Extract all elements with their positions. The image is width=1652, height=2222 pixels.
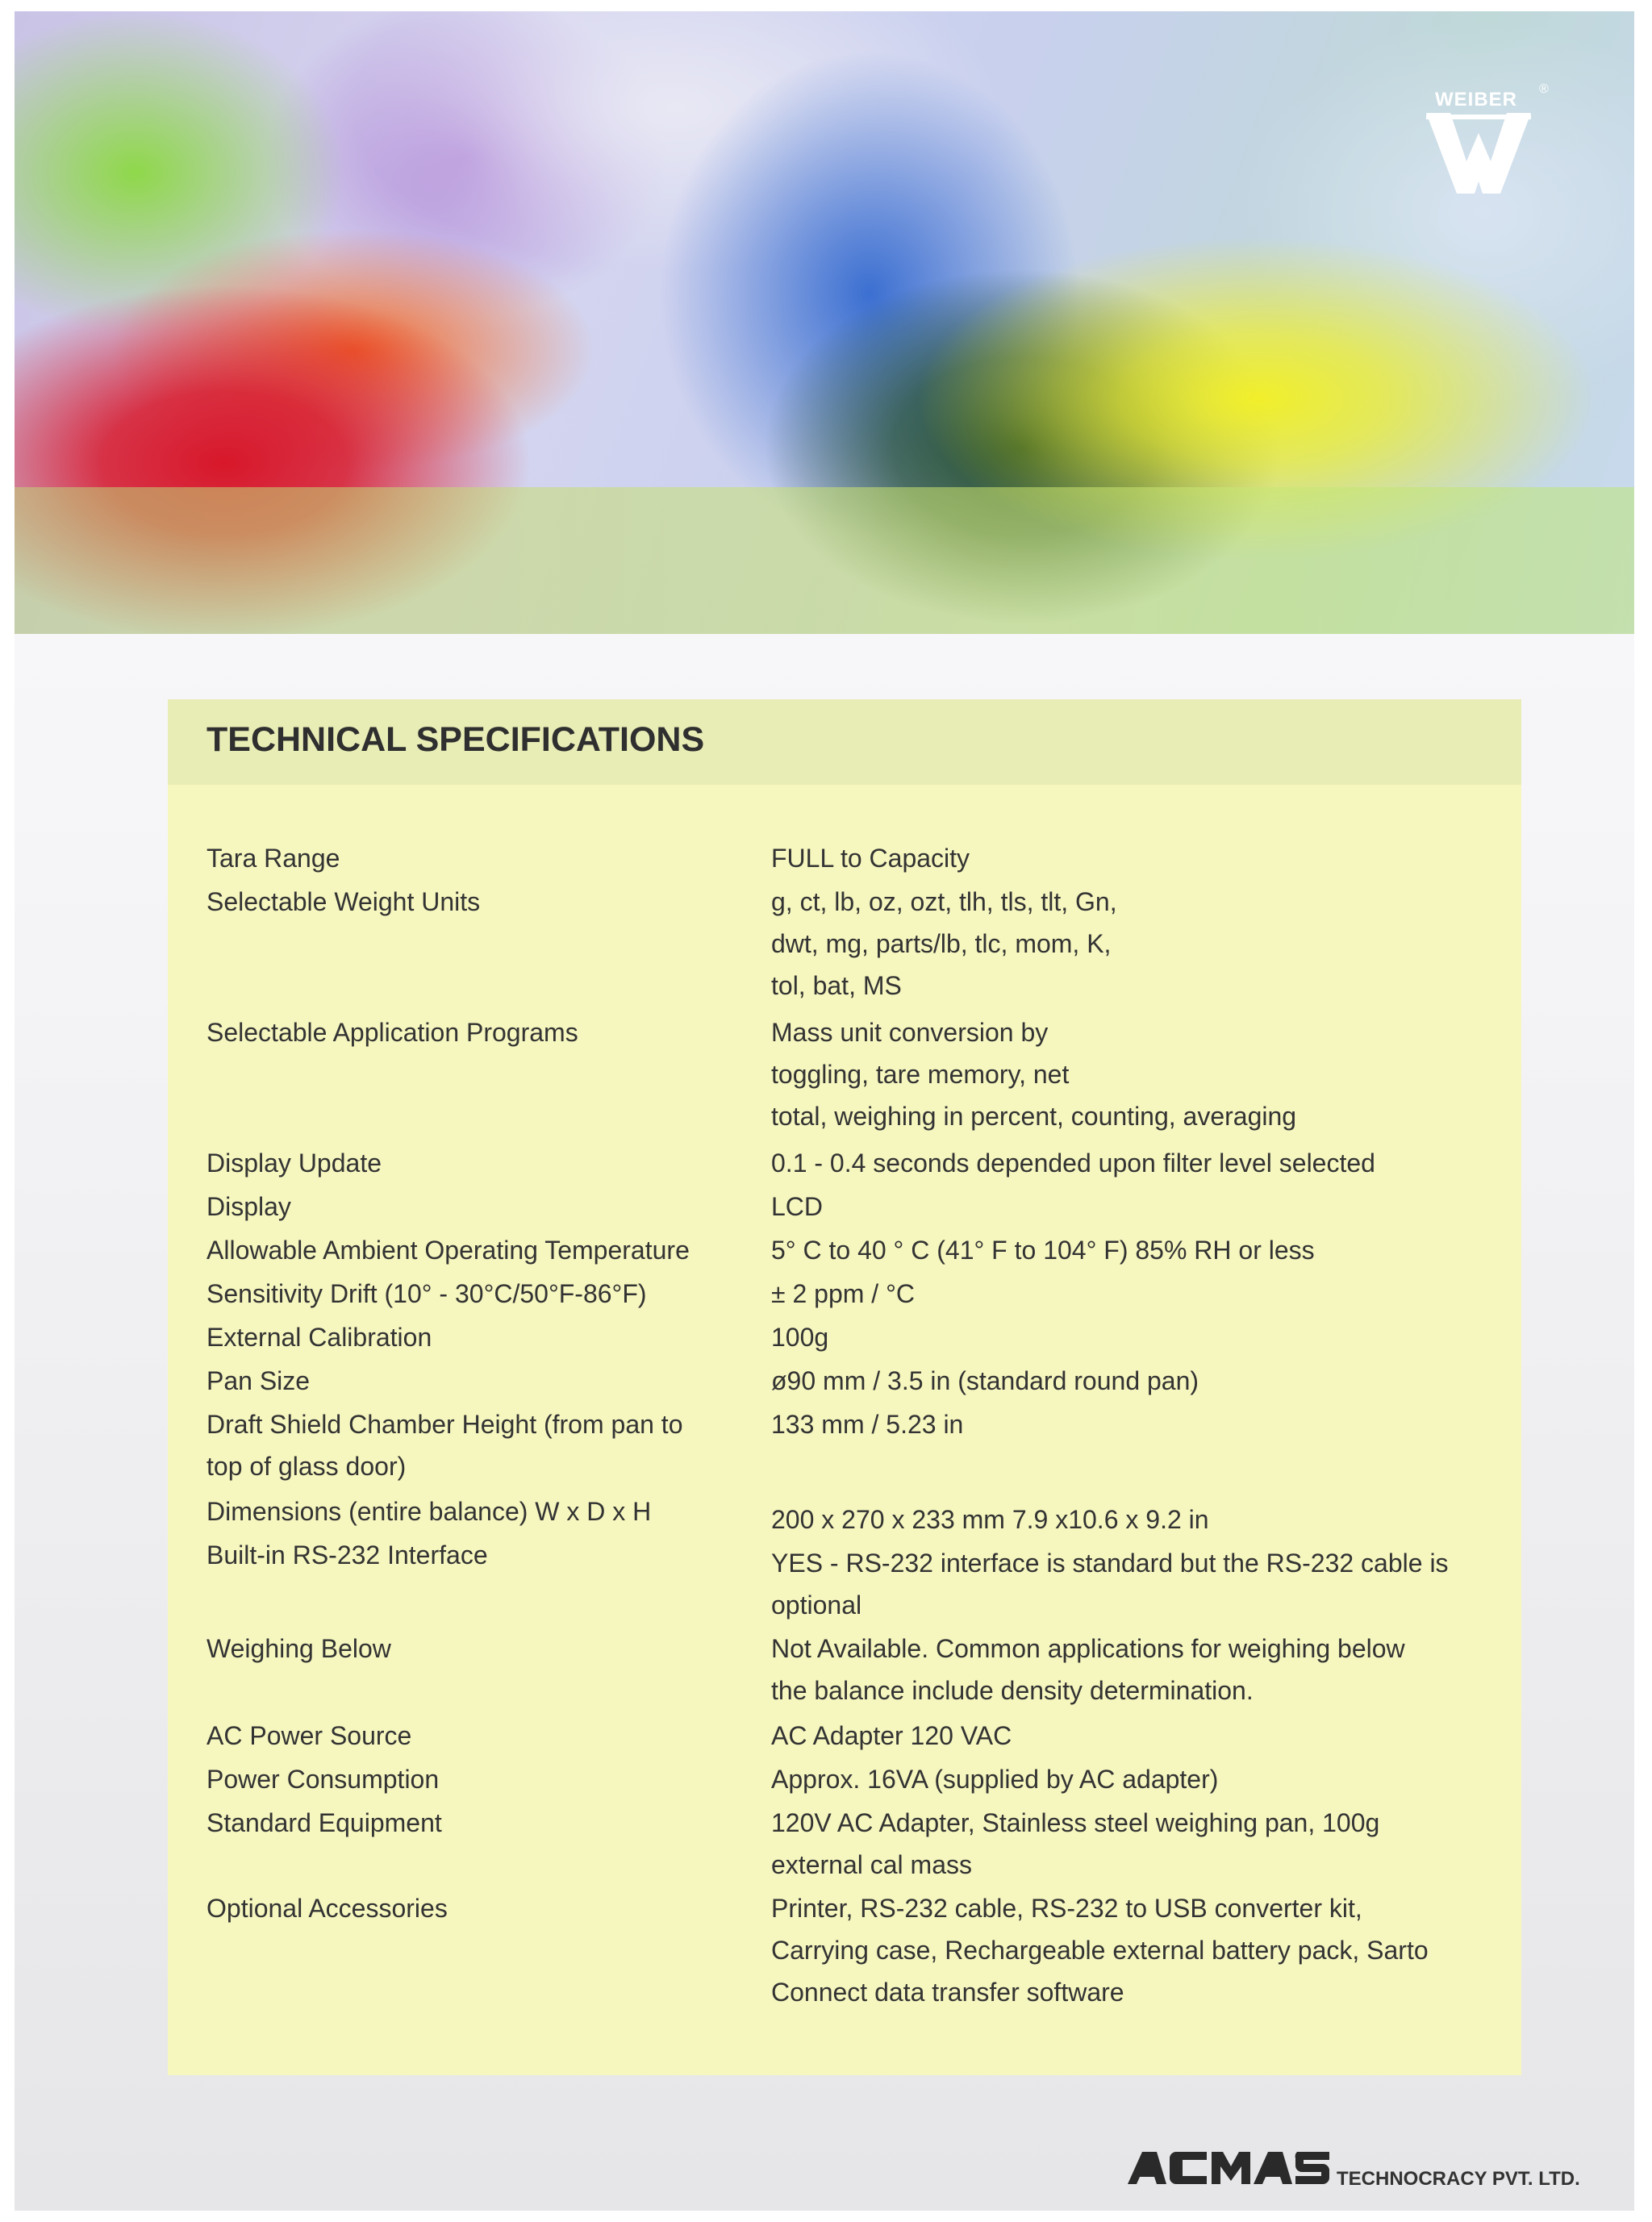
spec-value: LCD [771,1192,824,1221]
spec-value: g, ct, lb, oz, ozt, tlh, tls, tlt, Gn, dwt, mg, parts/lb, tlc, mom, K, tol, bat, MS [771,887,1117,1000]
spec-label: Allowable Ambient Operating Temperature [206,1236,690,1265]
spec-value: 120V AC Adapter, Stainless steel weighing pan, 100g external cal mass [771,1808,1380,1879]
spec-label: Sensitivity Drift (10° - 30°C/50°F-86°F) [206,1279,647,1308]
hero-band [15,487,1634,634]
spec-value: AC Adapter 120 VAC [771,1721,1012,1750]
spec-label: Tara Range [206,844,340,873]
footer-company: TECHNOCRACY PVT. LTD. [1337,2168,1580,2190]
hero-image [15,11,1634,634]
spec-label: Display [206,1192,291,1221]
footer-brand [1128,2150,1612,2199]
spec-label: Weighing Below [206,1634,391,1663]
registered-mark: ® [1539,82,1549,96]
spec-value: ± 2 ppm / °C [771,1279,915,1308]
spec-value: Approx. 16VA (supplied by AC adapter) [771,1765,1219,1794]
spec-label: AC Power Source [206,1721,412,1750]
spec-label: Pan Size [206,1366,311,1395]
spec-header [168,699,1521,785]
spec-label: Selectable Weight Units [206,887,481,916]
spec-value: Mass unit conversion by toggling, tare memory, net total, weighing in percent, counting, averaging [771,1018,1297,1131]
spec-label: External Calibration [206,1323,432,1352]
spec-value: 200 x 270 x 233 mm 7.9 x10.6 x 9.2 in [771,1505,1209,1534]
page [15,11,1634,2211]
spec-value: 0.1 - 0.4 seconds depended upon filter level selected [771,1149,1375,1178]
spec-value: 100g [771,1323,829,1352]
spec-value: 5° C to 40 ° C (41° F to 104° F) 85% RH or less [771,1236,1315,1265]
spec-value: YES - RS-232 interface is standard but the RS-232 cable is optional [771,1549,1449,1620]
acmas-logo-icon [1128,2150,1329,2186]
spec-value: 133 mm / 5.23 in [771,1410,964,1439]
spec-label: Draft Shield Chamber Height (from pan to top of glass door) [206,1410,683,1481]
spec-label: Selectable Application Programs [206,1018,578,1047]
weiber-w-icon [1426,113,1531,194]
spec-label: Built-in RS-232 Interface [206,1540,488,1570]
weiber-logo [1420,82,1549,210]
spec-value: Printer, RS-232 cable, RS-232 to USB converter kit, Carrying case, Rechargeable external battery pack, Sarto Connect data transfer software [771,1894,1429,2007]
section-title: TECHNICAL SPECIFICATIONS [206,720,705,759]
spec-label: Optional Accessories [206,1894,448,1923]
spec-value: FULL to Capacity [771,844,970,873]
spec-value: Not Available. Common applications for weighing below the balance include density determination. [771,1634,1405,1705]
spec-label: Dimensions (entire balance) W x D x H [206,1497,652,1526]
spec-panel [168,699,1521,2075]
spec-label: Power Consumption [206,1765,440,1794]
weiber-logo-text: WEIBER [1435,89,1517,110]
spec-label: Display Update [206,1149,382,1178]
spec-label: Standard Equipment [206,1808,442,1837]
spec-value: ø90 mm / 3.5 in (standard round pan) [771,1366,1199,1395]
